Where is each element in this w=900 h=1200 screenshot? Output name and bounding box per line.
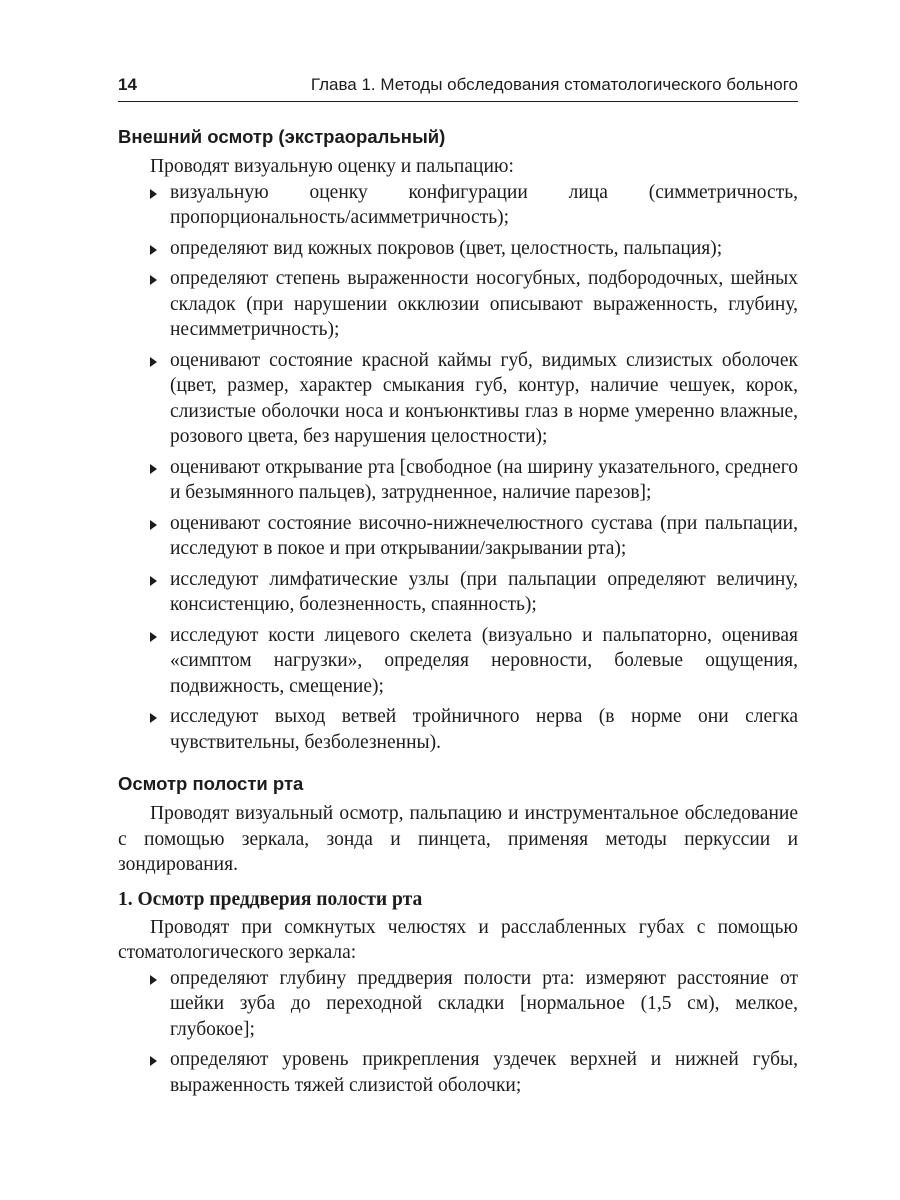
- section-intro: Проводят при сомкнутых челюстях и расслабленных губах с помощью стоматологического зеркала:: [118, 916, 798, 963]
- triangle-bullet-icon: [150, 576, 157, 586]
- page-content: [118, 124, 798, 1103]
- section-heading-oral-exam: Осмотр полости рта: [118, 773, 304, 794]
- list-item: [118, 236, 798, 262]
- list-item: [118, 511, 798, 562]
- section-intro: Проводят визуальную оценку и пальпацию:: [150, 156, 514, 177]
- triangle-bullet-icon: [150, 1056, 157, 1066]
- page-number: 14: [118, 75, 137, 94]
- list-item: [118, 1047, 798, 1098]
- list-item: [118, 567, 798, 618]
- list-item-text: определяют степень выраженности носогубных, подбородочных, шейных складок (при нарушении окклюзии описывают выраженность, глубину, несимметричность);: [170, 268, 798, 340]
- list-item: [118, 966, 798, 1043]
- triangle-bullet-icon: [150, 520, 157, 530]
- list-item: [118, 180, 798, 231]
- list-item: [118, 348, 798, 450]
- list-item: [118, 623, 798, 700]
- chapter-title: Глава 1. Методы обследования стоматологического больного: [310, 75, 798, 94]
- triangle-bullet-icon: [150, 189, 157, 199]
- list-item: [118, 704, 798, 755]
- section-intro: Проводят визуальный осмотр, пальпацию и инструментальное обследование с помощью зеркала, зонда и пинцета, применяя методы перкуссии и зондирования.: [118, 803, 798, 875]
- triangle-bullet-icon: [150, 245, 157, 255]
- triangle-bullet-icon: [150, 975, 157, 985]
- list-item-text: оценивают состояние красной каймы губ, видимых слизистых оболочек (цвет, размер, характер смыкания губ, контур, наличие чешуек, корок, слизистые оболочки носа и конъюнктивы глаз в норме умеренно влажные, розового цвета, без нарушения целостности);: [170, 349, 798, 447]
- list-item-text: определяют глубину преддверия полости рта: измеряют расстояние от шейки зуба до переходной складки [нормальное (1,5 см), мелкое, глубокое];: [170, 967, 798, 1040]
- bullet-list-vestibule-exam: [118, 966, 798, 1099]
- list-item-text: исследуют лимфатические узлы (при пальпации определяют величину, консистенцию, болезненность, спаянность);: [170, 568, 798, 615]
- list-item-text: определяют уровень прикрепления уздечек верхней и нижней губы, выраженность тяжей слизистой оболочки;: [170, 1049, 798, 1096]
- list-item-text: оценивают открывание рта [свободное (на ширину указательного, среднего и безымянного пальцев), затрудненное, наличие парезов];: [170, 456, 798, 503]
- running-head: [118, 73, 798, 102]
- section-heading-external-exam: Внешний осмотр (экстраоральный): [118, 126, 446, 147]
- triangle-bullet-icon: [150, 357, 157, 367]
- list-item-text: оценивают состояние височно-нижнечелюстного сустава (при пальпации, исследуют в покое и при открывании/закрывании рта);: [170, 512, 798, 559]
- triangle-bullet-icon: [150, 713, 157, 723]
- triangle-bullet-icon: [150, 632, 157, 642]
- list-item-text: определяют вид кожных покровов (цвет, целостность, пальпация);: [170, 237, 723, 259]
- list-item: [118, 455, 798, 506]
- triangle-bullet-icon: [150, 464, 157, 474]
- triangle-bullet-icon: [150, 275, 157, 285]
- list-item-text: визуальную оценку конфигурации лица (симметричность, пропорциональность/асимметричность);: [170, 181, 798, 228]
- subsection-heading-vestibule-exam: 1. Осмотр преддверия полости рта: [118, 888, 423, 910]
- list-item-text: исследуют выход ветвей тройничного нерва (в норме они слегка чувствительны, безболезненны).: [170, 706, 798, 753]
- bullet-list-external-exam: [118, 180, 798, 756]
- list-item: [118, 266, 798, 343]
- list-item-text: исследуют кости лицевого скелета (визуально и пальпаторно, оценивая «симптом нагрузки», определяя неровности, болевые ощущения, подвижность, смещение);: [170, 624, 798, 697]
